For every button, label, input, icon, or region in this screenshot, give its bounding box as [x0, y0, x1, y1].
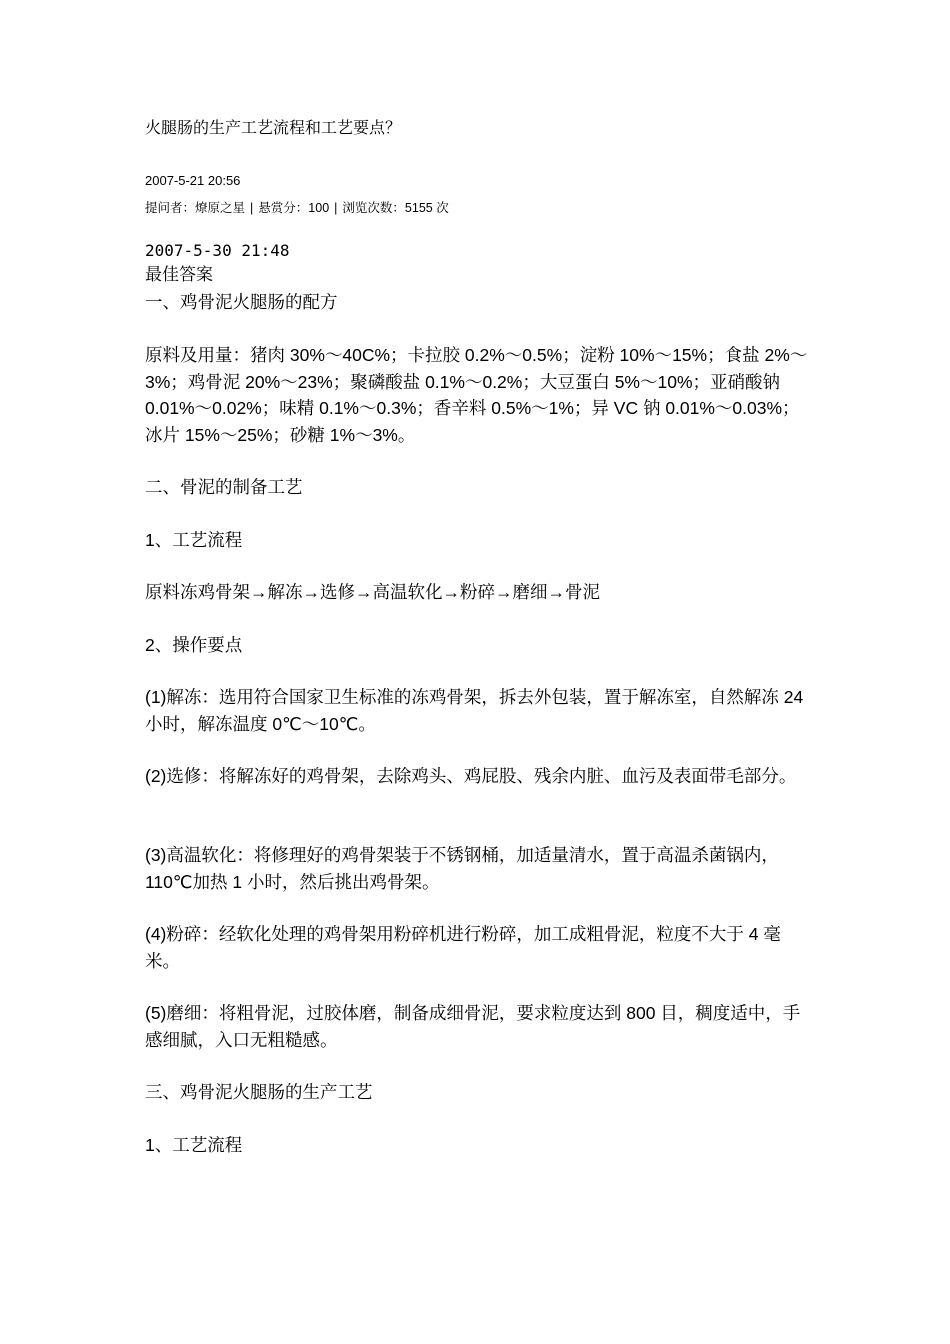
- step-paragraph: (1)解冻：选用符合国家卫生标准的冻鸡骨架，拆去外包装，置于解冻室，自然解冻 24 小时，解冻温度 0℃～10℃。: [145, 687, 804, 734]
- asker-label: 提问者：: [145, 201, 196, 215]
- process-flow: 原料冻鸡骨架→解冻→选修→高温软化→粉碎→磨细→骨泥: [145, 582, 600, 602]
- views-value: 5155 次: [404, 201, 449, 215]
- step-paragraph: (3)高温软化：将修理好的鸡骨架装于不锈钢桶，加适量清水，置于高温杀菌锅内，110℃加热 1 小时，然后挑出鸡骨架。: [145, 845, 779, 892]
- recipe-paragraph: 原料及用量：猪肉 30%～40C%；卡拉胶 0.2%～0.5%；淀粉 10%～15%；食盐 2%～3%；鸡骨泥 20%～23%；聚磷酸盐 0.1%～0.2%；大豆蛋白 5%～10%；亚硝酸钠 0.01%～0.02%；味精 0.1%～0.3%；香辛料 0.5%～1%；异 VC 钠 0.01%～0.03%；冰片 15%～25%；砂糖 1%～3%。: [145, 345, 808, 445]
- step-paragraph: (4)粉碎：经软化处理的鸡骨架用粉碎机进行粉碎，加工成粗骨泥，粒度不大于 4 毫米。: [145, 924, 781, 971]
- subsection-heading: 1、工艺流程: [145, 530, 243, 550]
- answer-date: 2007-5-30 21:48: [145, 241, 290, 260]
- question-date: 2007-5-21 20:56: [145, 173, 241, 188]
- step-paragraph: (5)磨细：将粗骨泥，过胶体磨，制备成细骨泥，要求粒度达到 800 目，稠度适中，手感细腻，入口无粗糙感。: [145, 1003, 801, 1050]
- views-label: 浏览次数：: [342, 201, 405, 215]
- bounty-label: 悬赏分：: [258, 201, 309, 215]
- section-heading: 一、鸡骨泥火腿肠的配方: [145, 292, 338, 312]
- question-title: 火腿肠的生产工艺流程和工艺要点？: [145, 118, 402, 137]
- subsection-heading: 2、操作要点: [145, 635, 243, 655]
- section-heading: 三、鸡骨泥火腿肠的生产工艺: [145, 1082, 373, 1102]
- step-paragraph: (2)选修：将解冻好的鸡骨架，去除鸡头、鸡屁股、残余内脏、血污及表面带毛部分。: [145, 766, 797, 786]
- meta-separator: |: [334, 201, 338, 215]
- bounty-value: 100: [308, 201, 330, 215]
- asker-name: 燎原之星: [195, 201, 246, 215]
- question-meta: [145, 198, 449, 218]
- section-heading: 二、骨泥的制备工艺: [145, 477, 303, 497]
- best-answer-label: 最佳答案: [145, 265, 213, 285]
- subsection-heading: 1、工艺流程: [145, 1135, 243, 1155]
- meta-separator: |: [250, 201, 254, 215]
